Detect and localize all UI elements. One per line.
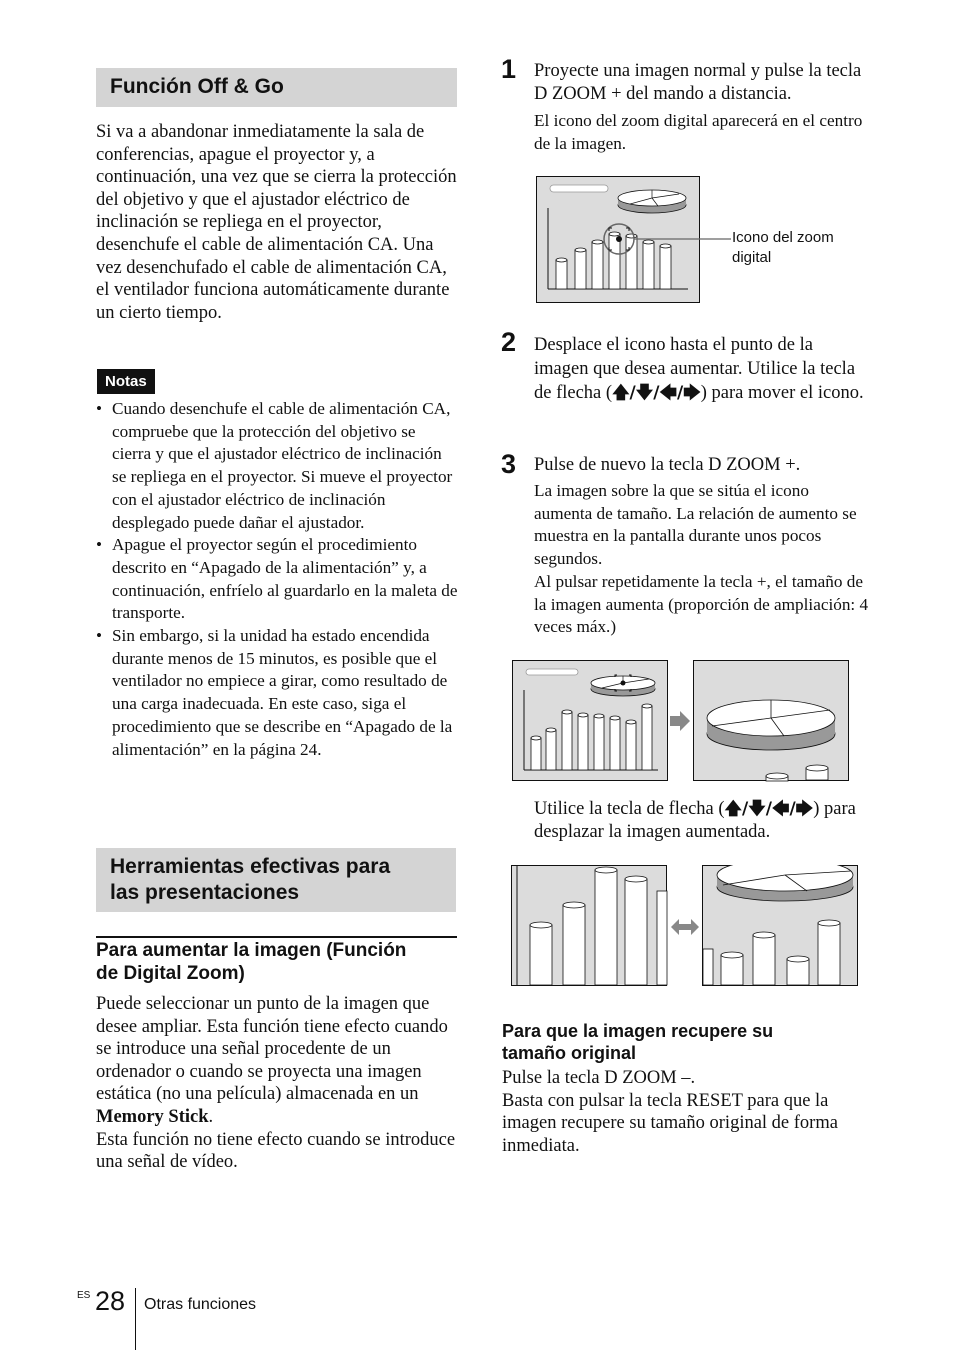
section-title-tools: Herramientas efectivas para las presentaciones [110,855,391,904]
step-1-subtext: El icono del zoom digital aparecerá en el centro de la imagen. [534,111,863,153]
off-go-paragraph: Si va a abandonar inmediatamente la sala de conferencias, apague el proyector y, a continuación, una vez que se cierra la protección del objetivo y que el ajustador eléctrico de inclinación se repliega en el proyector, desenchufe el cable de alimentación CA. Una vez desenchufado el cable de alimentación CA, el ventilador funciona automáticamente durante un cierto tiempo. [96,122,457,323]
step-number-1: 1 [501,54,517,84]
figure-scroll-zoomed [511,865,861,989]
footer-section: Otras funciones [144,1296,257,1313]
note-item: • Sin embargo, si la unidad ha estado encendida durante menos de 15 minutos, es posible que el ventilador no empiece a girar, como resultado de una carga inadecuada. En este caso, siga el procedimiento que se describe en “Apagado de la alimentación” en la página 24. [96,625,458,761]
step-3-text: Pulse de nuevo la tecla D ZOOM +. [534,455,801,475]
section-header-off-go [96,68,457,107]
footer-page-number: 28 [95,1286,126,1316]
notes-badge: Notas [97,369,155,394]
note-item: • Apague el proyector según el procedimiento descrito en “Apagado de la alimentación” y, a continuación, enfríelo al guardarlo en la maleta de transporte. [96,534,458,625]
step-1-text: Proyecte una imagen normal y pulse la tecla D ZOOM + del mando a distancia. [534,61,862,104]
arrow-instructions: Utilice la tecla de flecha (🡅/🡇/🡄/🡆) para desplazar la imagen aumentada. [534,799,856,842]
notes-list [96,398,458,761]
arrow-keys-icon: 🡅/🡇/🡄/🡆 [612,383,701,403]
footer-divider [135,1288,136,1350]
step-number-3: 3 [501,449,517,479]
note-item: • Cuando desenchufe el cable de alimentación CA, compruebe que la protección del objetivo se cierra y que el ajustador eléctrico de inclinación se repliega en el proyector. Si mueve el proyector con el ajustador eléctrico de inclinación desplegado puede dañar el ajustador. [96,398,458,534]
figure-zoom-icon-screen [536,176,856,304]
step-number-2: 2 [501,327,517,357]
section-header-tools [96,848,456,912]
svg-text:digital: digital [732,249,772,266]
callout-label: Icono del zoom [732,229,834,246]
memory-stick-term: Memory Stick [96,1106,209,1127]
digital-zoom-heading: Para aumentar la imagen (Función de Digital Zoom) [96,940,407,984]
footer-lang: ES [77,1290,91,1301]
restore-text: Pulse la tecla D ZOOM –. Basta con pulsar la tecla RESET para que la imagen recupere su tamaño original de forma inmediata. [502,1068,838,1156]
arrow-keys-icon: 🡅/🡇/🡄/🡆 [724,799,814,819]
figure-zoom-result [512,660,852,784]
digital-zoom-paragraph: Puede seleccionar un punto de la imagen que desee ampliar. Esta función tiene efecto cuando se introduce una señal procedente de un ordenador o cuando se proyecta una imagen estática (no una película) almacenada en un Memory Stick. Esta función no tiene efecto cuando se introduce una señal de vídeo. [96,994,456,1173]
sub-heading-rule [96,936,457,938]
step-2-text: Desplace el icono hasta el punto de la imagen que desea aumentar. Utilice la tecla de flecha (🡅/🡇/🡄/🡆) para mover el icono. [534,335,864,403]
step-3-subtext: La imagen sobre la que se sitúa el icono aumenta de tamaño. La relación de aumento se muestra en la pantalla durante unos pocos segundos. Al pulsar repetidamente la tecla +, el tamaño de la imagen aumenta (proporción de ampliación: 4 veces máx.) [534,481,869,637]
restore-heading: Para que la imagen recupere su tamaño original [502,1021,774,1063]
section-title-off-go: Función Off & Go [110,75,284,98]
pie-chart-icon [618,190,686,213]
